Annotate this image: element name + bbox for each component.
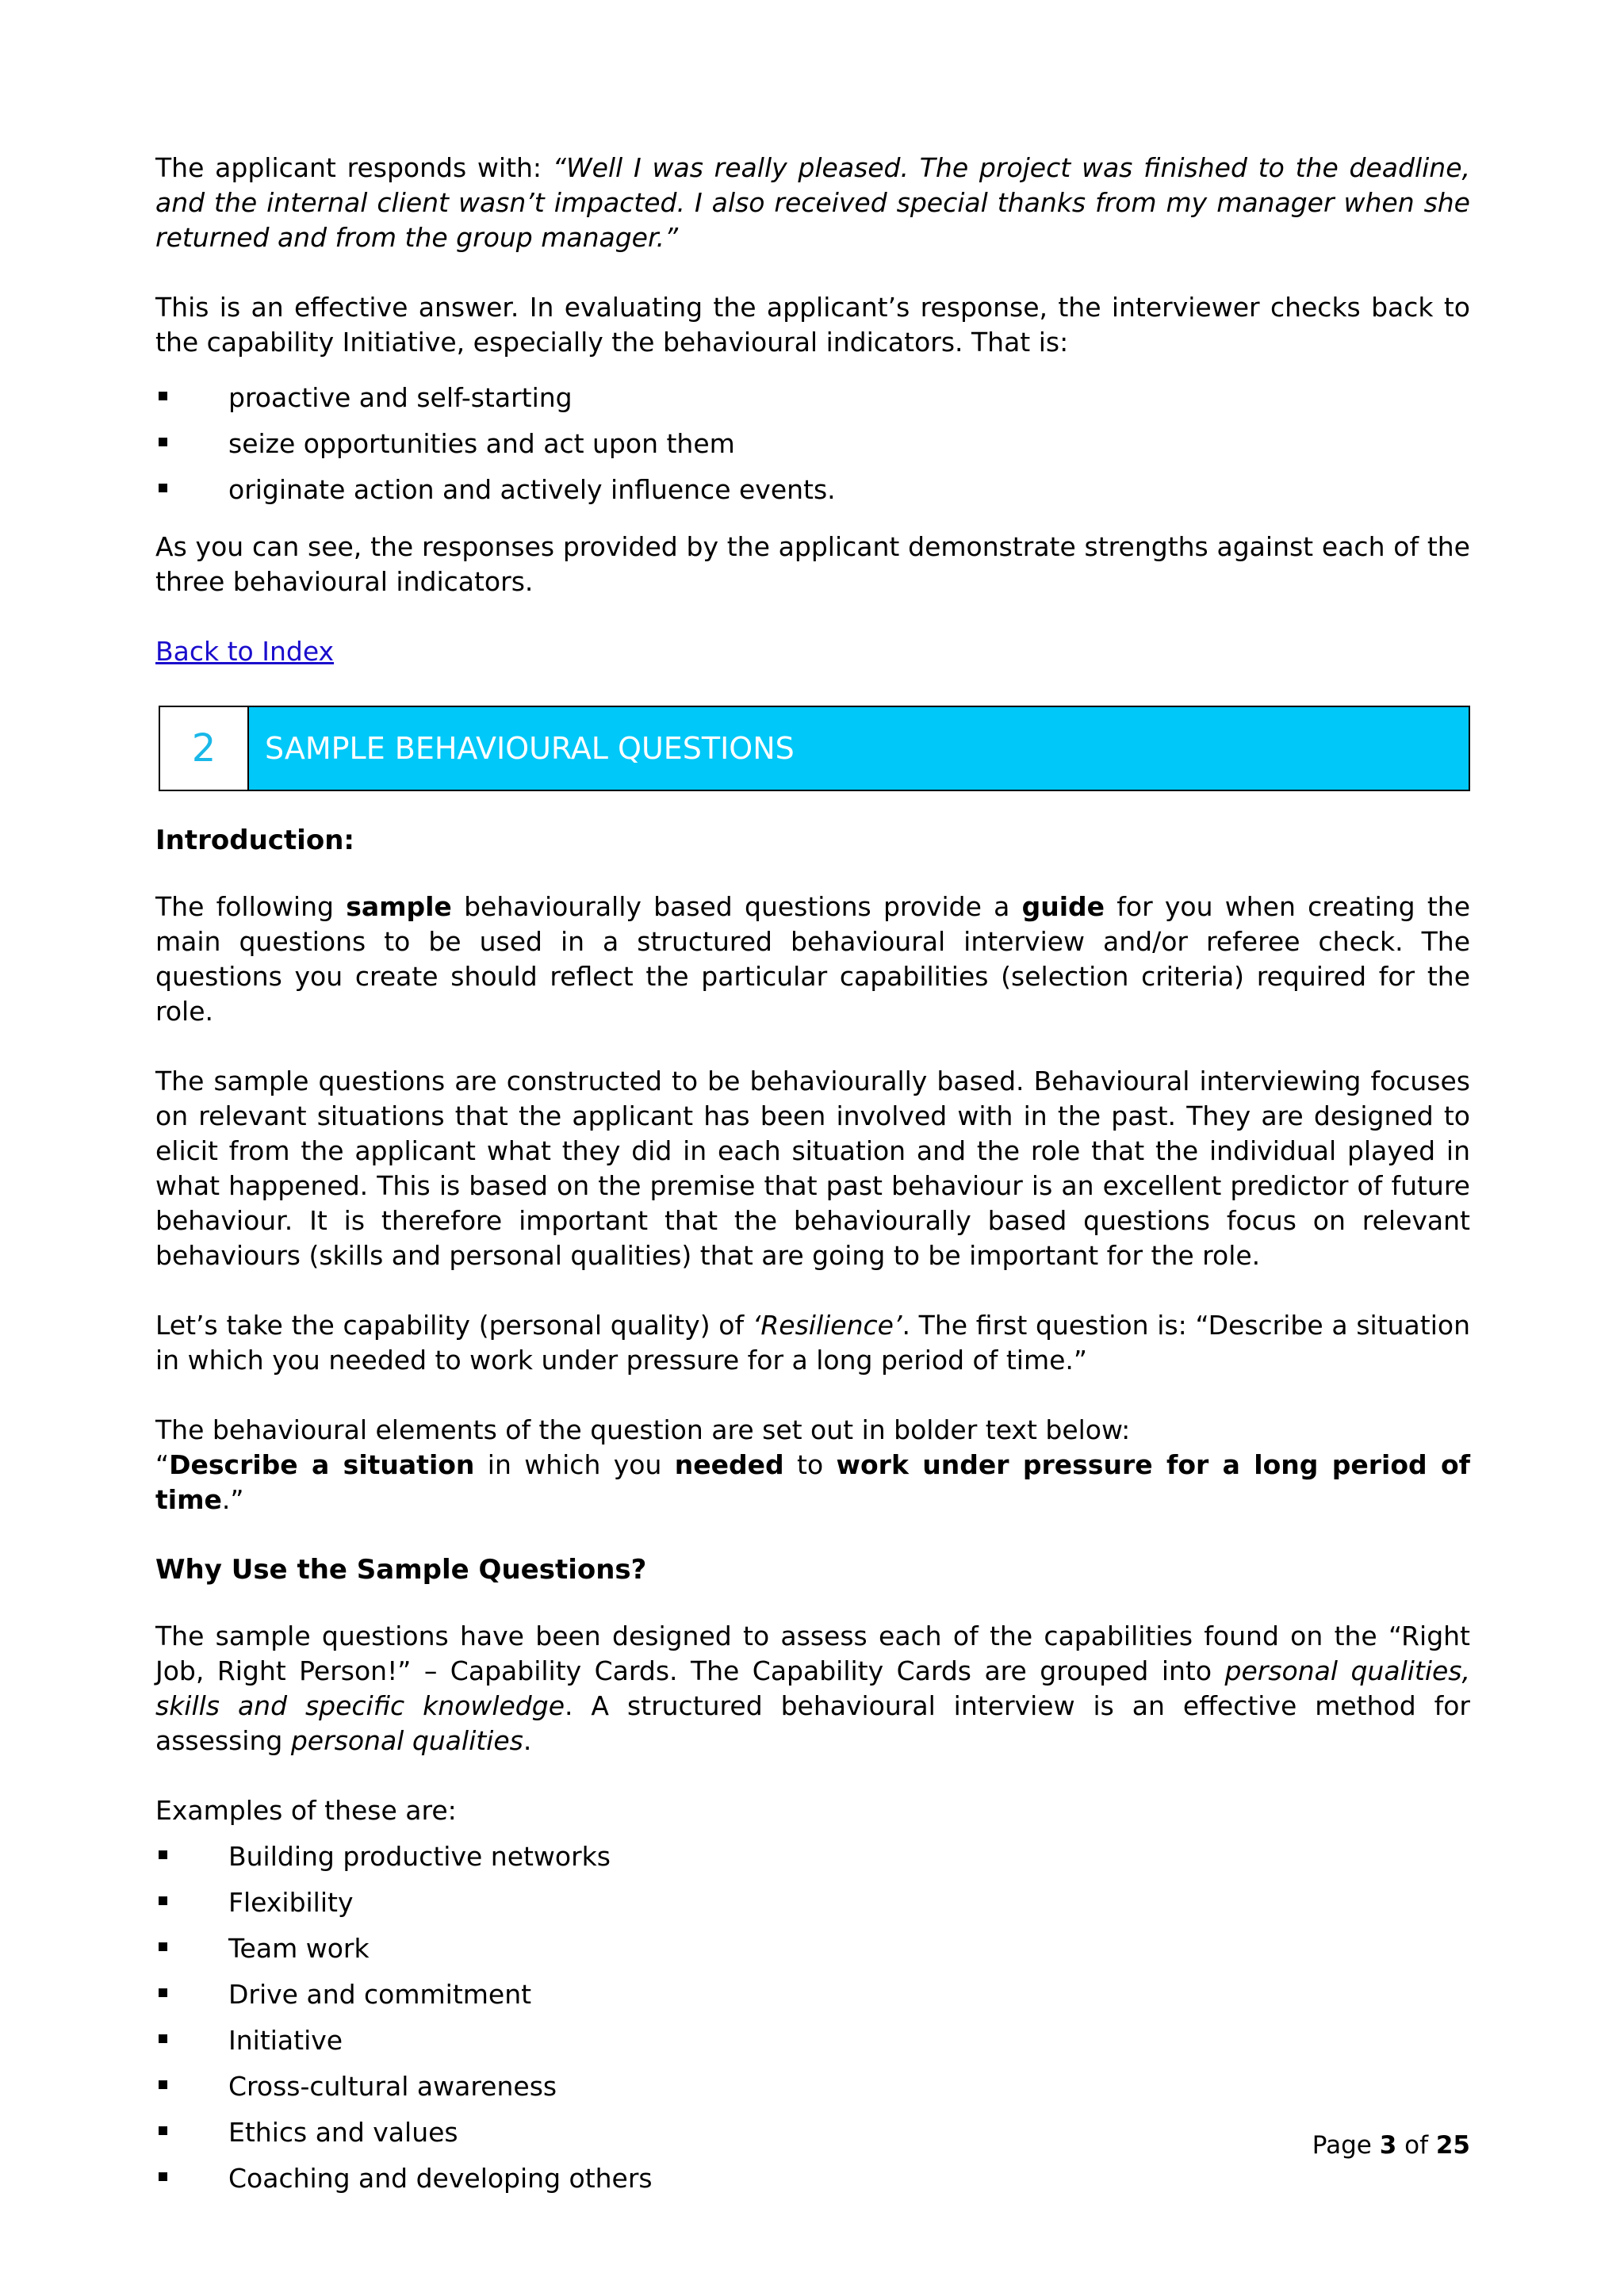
document-page <box>155 151 1470 2207</box>
list-item: Building productive networks <box>155 1839 1470 1874</box>
list-item: originate action and actively influence events. <box>155 473 1470 507</box>
square-bullet-icon <box>159 484 167 492</box>
why-use-heading: Why Use the Sample Questions? <box>155 1554 647 1586</box>
list-item: Team work <box>155 1931 1470 1966</box>
sample-questions-paragraph: The following sample behaviourally based questions provide a guide for you when creating the main questions to be used in a structured behavioural interview and/or referee check. The questions you create should reflect the particular capabilities (selection criteria) required for the role. <box>155 891 1470 1027</box>
list-item: Initiative <box>155 2023 1470 2058</box>
list-item: seize opportunities and act upon them <box>155 427 1470 461</box>
square-bullet-icon <box>159 392 167 400</box>
behavioural-elements-paragraph: The behavioural elements of the question are set out in bolder text below: “Describe a situation in which you needed to work under pressure for a long period of time.” <box>155 1414 1471 1515</box>
section-header <box>159 706 1470 791</box>
capability-cards-paragraph: The sample questions have been designed to assess each of the capabilities found on the “Right Job, Right Person!” – Capability Cards. The Capability Cards are grouped into personal qualities, skills and specific knowledge. A structured behavioural interview is an effective method for assessing personal qualities. <box>155 1621 1470 1756</box>
list-item: Cross-cultural awareness <box>155 2069 1470 2104</box>
applicant-response-paragraph: The applicant responds with: “Well I was really pleased. The project was finished to the deadline, and the internal client wasn’t impacted. I also received special thanks from my manager when she returned and from the group manager.” <box>155 152 1471 253</box>
list-item: Drive and commitment <box>155 1977 1470 2012</box>
back-link-line <box>155 634 1470 669</box>
effective-answer-paragraph: This is an effective answer. In evaluating the applicant’s response, the interviewer checks back to the capability Initiative, especially the behavioural indicators. That is: <box>155 292 1470 358</box>
square-bullet-icon <box>159 2080 167 2089</box>
section-number: 2 <box>160 707 249 790</box>
list-item: Coaching and developing others <box>155 2161 1470 2196</box>
examples-intro: Examples of these are: <box>155 1795 457 1826</box>
list-item: Flexibility <box>155 1885 1470 1920</box>
square-bullet-icon <box>159 1850 167 1859</box>
square-bullet-icon <box>159 1942 167 1951</box>
square-bullet-icon <box>159 1988 167 1997</box>
indicator-list <box>155 381 1470 507</box>
square-bullet-icon <box>159 2126 167 2135</box>
strengths-paragraph: As you can see, the responses provided by the applicant demonstrate strengths against each of the three behavioural indicators. <box>155 531 1470 597</box>
introduction-heading: Introduction: <box>155 825 354 856</box>
square-bullet-icon <box>159 438 167 446</box>
page-footer: Page 3 of 25 <box>1312 2131 1470 2160</box>
resilience-paragraph: Let’s take the capability (personal quality) of ‘Resilience’. The first question is: “Describe a situation in which you needed to work under pressure for a long period of time.” <box>155 1310 1470 1376</box>
square-bullet-icon <box>159 2034 167 2043</box>
square-bullet-icon <box>159 1896 167 1905</box>
square-bullet-icon <box>159 2172 167 2181</box>
behavioural-interviewing-paragraph: The sample questions are constructed to be behaviourally based. Behavioural interviewing focuses on relevant situations that the applicant has been involved with in the past. They are designed to elicit from the applicant what they did in each situation and the role that the individual played in what happened. This is based on the premise that past behaviour is an excellent predictor of future behaviour. It is therefore important that the behaviourally based questions focus on relevant behaviours (skills and personal qualities) that are going to be important for the role. <box>155 1066 1470 1271</box>
examples-list <box>155 1839 1470 2196</box>
list-item: proactive and self-starting <box>155 381 1470 415</box>
section-title: SAMPLE BEHAVIOURAL QUESTIONS <box>249 707 1469 790</box>
back-to-index-link[interactable]: Back to Index <box>155 636 335 667</box>
list-item: Ethics and values <box>155 2115 1470 2150</box>
